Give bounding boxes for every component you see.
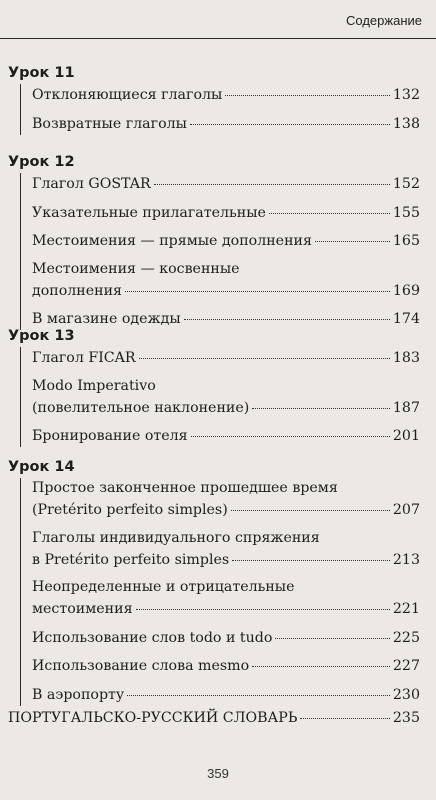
dot-leader	[231, 510, 390, 511]
dot-leader	[300, 718, 389, 719]
entry-page: 227	[392, 658, 420, 674]
toc-entry[interactable]	[32, 173, 420, 195]
entry-page: 132	[392, 87, 420, 103]
page-number: 359	[207, 766, 229, 781]
entry-title-cont: (повелительное наклонение)	[32, 399, 250, 416]
lesson-entries	[20, 478, 420, 706]
toc-entry[interactable]	[32, 230, 420, 252]
dot-leader	[275, 638, 390, 639]
dot-leader	[125, 291, 390, 292]
entry-title: В аэропорту	[32, 686, 125, 703]
dictionary-entry[interactable]	[8, 707, 420, 729]
entry-title-cont: (Pretérito perfeito simples)	[32, 502, 228, 518]
lesson-title: Урок 12	[8, 154, 75, 170]
toc-entry[interactable]	[32, 347, 420, 369]
dot-leader	[269, 213, 390, 214]
entry-page: 187	[392, 399, 420, 416]
entry-title: Простое законченное прошедшее время	[32, 480, 338, 496]
entry-page: 207	[392, 502, 420, 518]
entry-page: 174	[392, 311, 420, 327]
dot-leader	[252, 666, 390, 667]
entry-title: В магазине одежды	[32, 311, 181, 327]
entry-page: 213	[392, 551, 420, 568]
entry-title-cont: местоимения	[32, 601, 133, 617]
toc-entry[interactable]	[32, 577, 420, 620]
lesson-14	[8, 456, 420, 712]
entry-title: Использование слова mesmo	[32, 658, 250, 674]
entry-page: 221	[392, 601, 420, 617]
lesson-13	[8, 325, 420, 454]
header-title: Содержание	[346, 13, 422, 28]
dot-leader	[154, 184, 390, 185]
lesson-title: Урок 13	[8, 328, 75, 344]
entry-title: Глаголы индивидуального спряжения	[32, 529, 320, 546]
entry-page: 169	[392, 282, 420, 299]
entry-title-cont: дополнения	[32, 282, 123, 299]
entry-title-cont: в Pretérito perfeito simples	[32, 551, 230, 568]
entry-title: Местоимения — косвенные	[32, 260, 240, 277]
entry-title: Неопределенные и отрицательные	[32, 579, 295, 595]
lesson-entries	[20, 347, 420, 447]
dot-leader	[315, 241, 390, 242]
entry-page: 225	[392, 629, 420, 646]
entry-page: 183	[392, 350, 420, 366]
entry-title: Указательные прилагательные	[32, 204, 266, 221]
entry-page: 152	[392, 176, 420, 192]
dot-leader	[225, 95, 390, 96]
toc-entry[interactable]	[32, 528, 420, 571]
toc-entry[interactable]	[32, 202, 420, 224]
entry-page: 201	[392, 428, 420, 444]
lesson-entries	[20, 84, 420, 135]
dot-leader	[232, 560, 390, 561]
dot-leader	[191, 436, 390, 437]
entry-page: 138	[392, 115, 420, 132]
running-header	[0, 0, 436, 39]
entry-title: Использование слов todo и tudo	[32, 629, 273, 646]
toc-entry[interactable]	[32, 478, 420, 521]
toc-entry[interactable]	[32, 376, 420, 419]
dot-leader	[136, 609, 390, 610]
lesson-title: Урок 14	[8, 459, 75, 475]
lesson-11	[8, 62, 420, 141]
toc-entry[interactable]	[32, 113, 420, 135]
entry-title: Бронирование отеля	[32, 428, 188, 444]
toc-entry[interactable]	[32, 627, 420, 649]
entry-page: 155	[392, 204, 420, 221]
entry-title: Modo Imperativo	[32, 377, 156, 394]
entry-title: Возвратные глаголы	[32, 115, 187, 132]
lesson-title: Урок 11	[8, 65, 75, 81]
entry-page: 165	[392, 233, 420, 249]
entry-title: Отклоняющиеся глаголы	[32, 87, 223, 103]
toc-entry[interactable]	[32, 259, 420, 302]
dot-leader	[184, 319, 390, 320]
dictionary-page: 235	[392, 710, 420, 726]
lesson-12	[8, 151, 420, 337]
lesson-entries	[20, 173, 420, 330]
toc-entry[interactable]	[32, 84, 420, 106]
entry-title: Местоимения — прямые дополнения	[32, 233, 312, 249]
toc-entry[interactable]	[32, 655, 420, 677]
entry-title: Глагол GOSTAR	[32, 176, 151, 192]
dot-leader	[139, 358, 390, 359]
entry-title: Глагол FICAR	[32, 350, 136, 366]
entry-page: 230	[392, 686, 420, 703]
dot-leader	[252, 408, 390, 409]
toc-entry[interactable]	[32, 684, 420, 706]
toc-entry[interactable]	[32, 425, 420, 447]
dictionary-title: ПОРТУГАЛЬСКО-РУССКИЙ СЛОВАРЬ	[8, 710, 298, 726]
dot-leader	[127, 695, 390, 696]
dot-leader	[190, 124, 390, 125]
